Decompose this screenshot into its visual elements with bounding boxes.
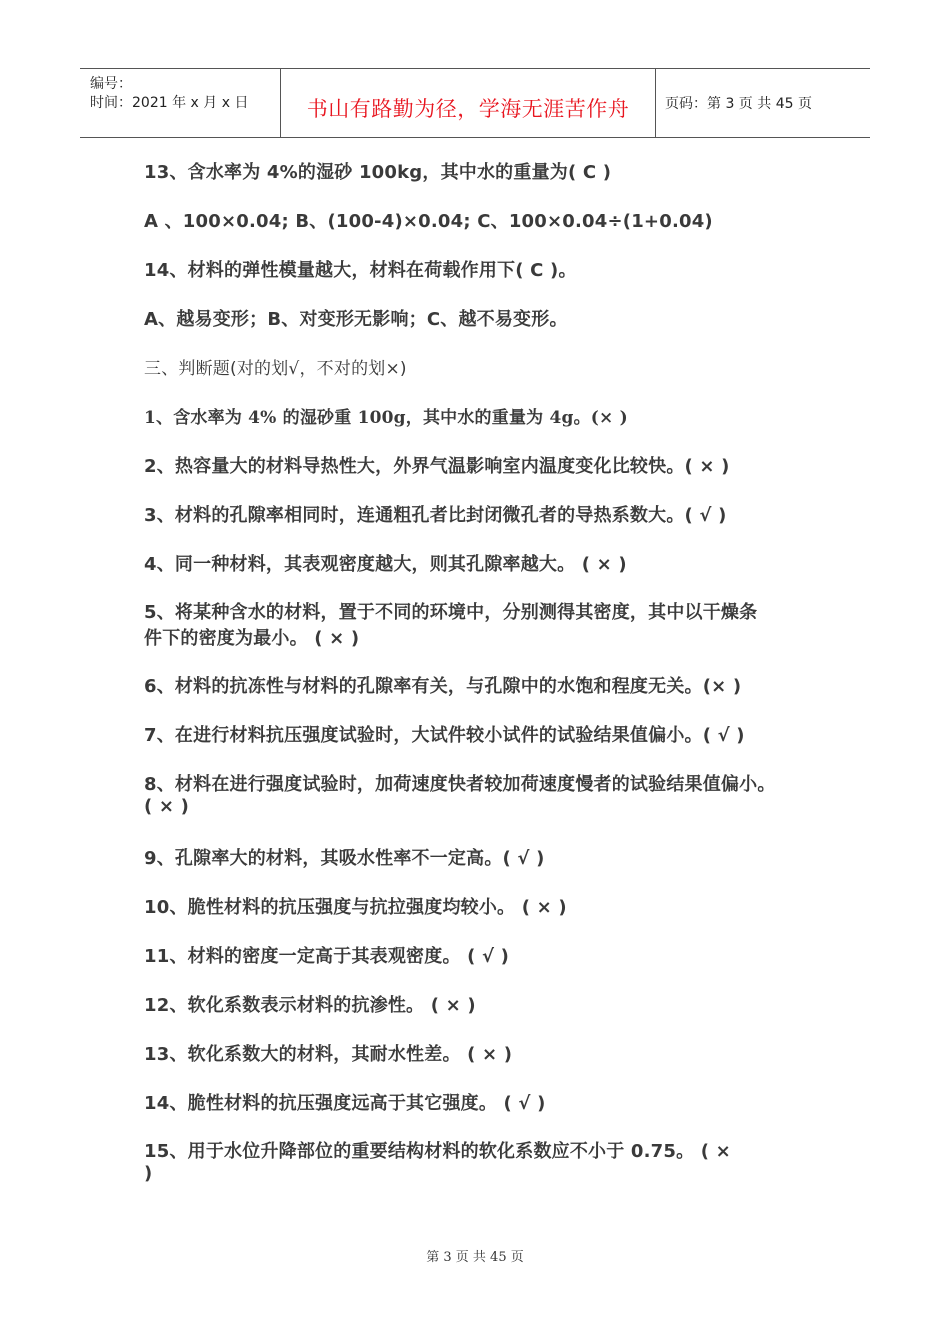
header-meta-cell bbox=[80, 69, 280, 137]
judge-item-15-line1: 15、用于水位升降部位的重要结构材料的软化系数应不小于 0.75。 ( × bbox=[144, 1141, 731, 1162]
judge-item-7: 7、在进行材料抗压强度试验时，大试件较小试件的试验结果值偏小。( √ ) bbox=[144, 725, 745, 746]
header-motto-cell bbox=[280, 69, 656, 137]
header-page-cell bbox=[655, 69, 870, 137]
question-14: 14、材料的弹性模量越大，材料在荷载作用下( C )。 bbox=[144, 260, 577, 281]
page-footer: 第 3 页 共 45 页 bbox=[426, 1250, 524, 1265]
section-heading: 三、判断题(对的划√，不对的划×) bbox=[144, 359, 407, 379]
judge-item-2: 2、热容量大的材料导热性大，外界气温影响室内温度变化比较快。( × ) bbox=[144, 456, 730, 477]
question-13-options: A 、100×0.04; B、(100-4)×0.04; C、100×0.04÷(1+0.04) bbox=[144, 211, 713, 232]
judge-item-8-line1: 8、材料在进行强度试验时，加荷速度快者较加荷速度慢者的试验结果值偏小。 bbox=[144, 774, 776, 795]
judge-item-9: 9、孔隙率大的材料，其吸水性率不一定高。( √ ) bbox=[144, 848, 545, 869]
page-header bbox=[80, 68, 870, 138]
judge-item-11: 11、材料的密度一定高于其表观密度。 ( √ ) bbox=[144, 946, 510, 967]
judge-item-6: 6、材料的抗冻性与材料的孔隙率有关，与孔隙中的水饱和程度无关。(× ) bbox=[144, 676, 742, 697]
judge-item-12: 12、软化系数表示材料的抗渗性。 ( × ) bbox=[144, 995, 476, 1016]
motto-text: 书山有路勤为径，学海无涯苦作舟 bbox=[306, 97, 630, 121]
judge-item-14: 14、脆性材料的抗压强度远高于其它强度。 ( √ ) bbox=[144, 1093, 546, 1114]
judge-item-13: 13、软化系数大的材料，其耐水性差。 ( × ) bbox=[144, 1044, 513, 1065]
judge-item-8-line2: ( × ) bbox=[144, 796, 190, 817]
question-13: 13、含水率为 4%的湿砂 100kg，其中水的重量为( C ) bbox=[144, 162, 612, 183]
question-14-options: A、越易变形；B、对变形无影响；C、越不易变形。 bbox=[144, 309, 568, 330]
judge-item-5-line2: 件下的密度为最小。 ( × ) bbox=[144, 628, 360, 649]
number-label: 编号： bbox=[90, 76, 132, 92]
judge-item-10: 10、脆性材料的抗压强度与抗拉强度均较小。 ( × ) bbox=[144, 897, 567, 918]
judge-item-4: 4、同一种材料，其表观密度越大，则其孔隙率越大。 ( × ) bbox=[144, 554, 627, 575]
page-code: 页码：第 3 页 共 45 页 bbox=[665, 96, 812, 112]
judge-item-1: 1、含水率为 4% 的湿砂重 100g，其中水的重量为 4g。(× ) bbox=[144, 408, 628, 428]
time-label: 时间：2021 年 x 月 x 日 bbox=[90, 95, 249, 111]
judge-item-15-line2: ) bbox=[144, 1163, 153, 1184]
judge-item-3: 3、材料的孔隙率相同时，连通粗孔者比封闭微孔者的导热系数大。( √ ) bbox=[144, 505, 727, 526]
judge-item-5-line1: 5、将某种含水的材料，置于不同的环境中，分别测得其密度，其中以干燥条 bbox=[144, 602, 758, 623]
